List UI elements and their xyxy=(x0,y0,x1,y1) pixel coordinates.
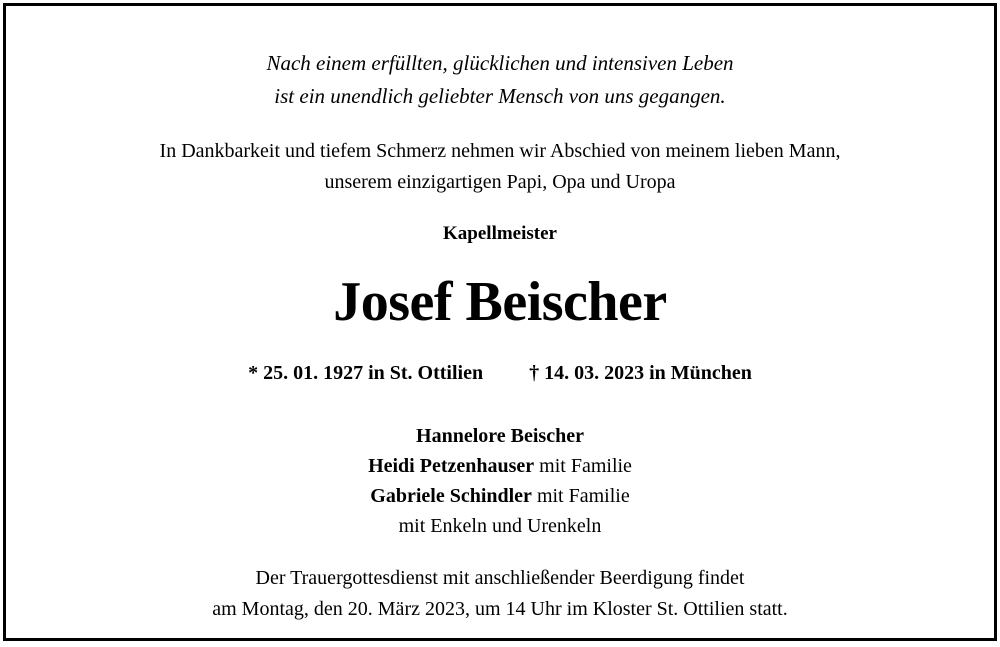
mourner-2 xyxy=(6,456,994,476)
service-line-1: Der Trauergottesdienst mit anschließender Beerdigung findet xyxy=(255,567,745,589)
intro-line-1: Nach einem erfüllten, glücklichen und intensiven Leben xyxy=(266,51,734,75)
mourner-1 xyxy=(6,426,994,446)
farewell-line-1: In Dankbarkeit und tiefem Schmerz nehmen wir Abschied von meinem lieben Mann, xyxy=(159,140,841,162)
service-line-2: am Montag, den 20. März 2023, um 14 Uhr im Kloster St. Ottilien statt. xyxy=(212,598,788,620)
mourner-name: Hannelore Beischer xyxy=(416,425,584,447)
obituary-notice xyxy=(3,3,997,641)
mourner-3 xyxy=(6,486,994,506)
intro-line-2: ist ein unendlich geliebter Mensch von uns gegangen. xyxy=(274,84,726,108)
mourner-suffix: mit Familie xyxy=(531,485,630,507)
deceased-name: Josef Beischer xyxy=(333,271,667,333)
mourners-extra: mit Enkeln und Urenkeln xyxy=(398,515,602,537)
mourner-name: Gabriele Schindler xyxy=(370,485,532,507)
farewell-line-2: unserem einzigartigen Papi, Opa und Uropa xyxy=(324,171,676,193)
birth-date: * 25. 01. 1927 in St. Ottilien xyxy=(248,362,484,384)
death-date: † 14. 03. 2023 in München xyxy=(529,362,752,384)
deceased-title: Kapellmeister xyxy=(443,223,557,244)
life-dates xyxy=(6,363,994,383)
mourner-suffix: mit Familie xyxy=(534,455,632,477)
mourner-name: Heidi Petzenhauser xyxy=(368,455,535,477)
